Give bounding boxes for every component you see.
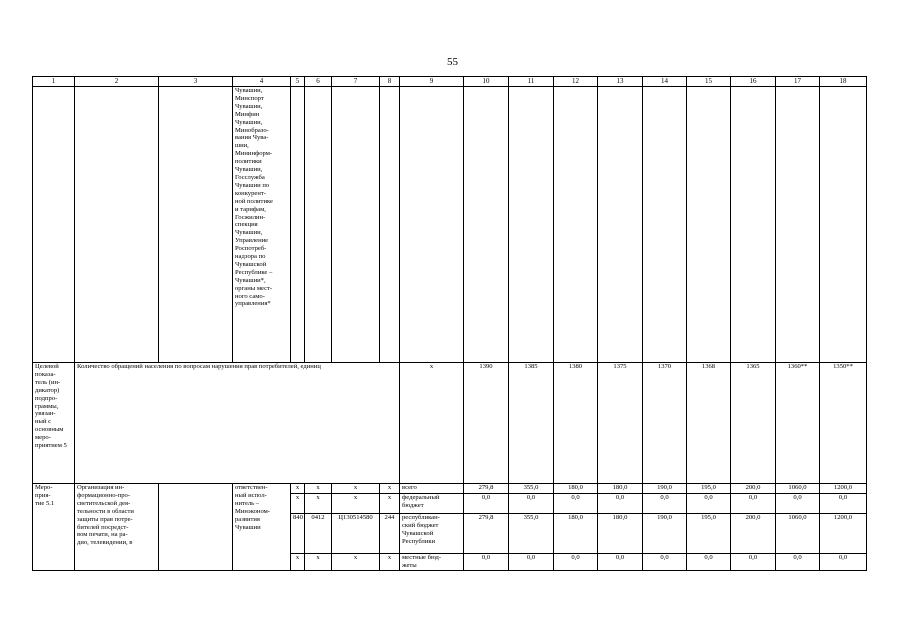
funding-value-18: 0,0 xyxy=(820,494,867,514)
event-name-cell xyxy=(75,484,159,571)
executor-line: ного само- xyxy=(235,292,265,300)
event-executor-line: ный испол- xyxy=(235,491,267,499)
column-number-10: 10 xyxy=(464,77,509,87)
indicator-value-12: 1380 xyxy=(554,363,598,484)
target-article-cell: х xyxy=(332,484,380,494)
section-cell: х xyxy=(305,554,332,571)
event-name-line: светительской дея- xyxy=(77,499,131,507)
executor-line: Чувашии, xyxy=(235,87,263,94)
funding-value-10: 0,0 xyxy=(464,494,509,514)
indicator-value-15: 1368 xyxy=(687,363,731,484)
indicator-label-line: граммы, xyxy=(35,402,59,410)
indicator-value-17: 1360** xyxy=(776,363,820,484)
funding-value-11: 355,0 xyxy=(509,514,554,554)
indicator-label-line: показа- xyxy=(35,370,56,378)
funding-value-16: 200,0 xyxy=(731,514,776,554)
executor-line: конкурент- xyxy=(235,189,266,197)
funding-source-line: всего xyxy=(402,484,417,491)
target-article-cell: Ц130514580 xyxy=(332,514,380,554)
funding-value-17: 1060,0 xyxy=(776,514,820,554)
funding-value-14: 190,0 xyxy=(643,514,687,554)
expense-type-cell: х xyxy=(380,554,400,571)
executor-line: Госжилин- xyxy=(235,213,266,221)
funding-value-14: 0,0 xyxy=(643,494,687,514)
funding-source-line: ский бюджет xyxy=(402,521,439,529)
indicator-label-line: дикатор) xyxy=(35,386,60,394)
funding-source-cell xyxy=(400,514,464,554)
executor-line: Минобразо- xyxy=(235,126,269,134)
column-number-2: 2 xyxy=(75,77,159,87)
funding-value-11: 0,0 xyxy=(509,494,554,514)
indicator-text-cell: Количество обращений населения по вопросам нарушения прав потребителей, единиц xyxy=(75,363,400,484)
program-table xyxy=(32,76,867,571)
funding-value-15: 0,0 xyxy=(687,494,731,514)
funding-value-17: 0,0 xyxy=(776,554,820,571)
target-article-cell: х xyxy=(332,554,380,571)
page-number: 55 xyxy=(447,56,458,68)
indicator-value-11: 1385 xyxy=(509,363,554,484)
event-name-line: формационно-про- xyxy=(77,491,131,499)
funding-value-10: 0,0 xyxy=(464,554,509,571)
funding-value-15: 195,0 xyxy=(687,484,731,494)
funding-value-13: 0,0 xyxy=(598,494,643,514)
indicator-label-line: меро- xyxy=(35,434,51,442)
indicator-label-line: подпро- xyxy=(35,394,58,402)
executor-line: вания Чува- xyxy=(235,134,269,142)
executor-line: Госслужба xyxy=(235,173,265,181)
column-number-9: 9 xyxy=(400,77,464,87)
funding-value-11: 0,0 xyxy=(509,554,554,571)
expense-type-cell: х xyxy=(380,494,400,514)
event-executor-line: Минэконом- xyxy=(235,507,270,515)
funding-source-line: федеральный xyxy=(402,494,440,501)
funding-value-14: 190,0 xyxy=(643,484,687,494)
event-executor-line: нитель – xyxy=(235,499,260,507)
indicator-label-line: тель (ин- xyxy=(35,378,61,386)
target-article-cell: х xyxy=(332,494,380,514)
event-executor-line: развития xyxy=(235,515,260,523)
event-label-cell xyxy=(33,484,75,571)
indicator-label-line: увязан- xyxy=(35,410,56,418)
funding-source-line: бюджет xyxy=(402,501,424,509)
executor-line: и тарифам, xyxy=(235,205,266,213)
column-number-17: 17 xyxy=(776,77,820,87)
column-number-12: 12 xyxy=(554,77,598,87)
event-col3-cell xyxy=(159,484,233,571)
indicator-label-line: основным xyxy=(35,426,64,434)
funding-value-17: 1060,0 xyxy=(776,484,820,494)
column-number-1: 1 xyxy=(33,77,75,87)
grbs-cell: х xyxy=(291,484,305,494)
column-number-13: 13 xyxy=(598,77,643,87)
executor-line: Чувашии по xyxy=(235,181,270,189)
event-subrow xyxy=(33,484,867,494)
funding-value-14: 0,0 xyxy=(643,554,687,571)
funding-value-13: 180,0 xyxy=(598,484,643,494)
indicator-row xyxy=(33,363,867,484)
column-number-14: 14 xyxy=(643,77,687,87)
event-executor-cell xyxy=(233,484,291,571)
grbs-cell: х xyxy=(291,554,305,571)
funding-value-10: 279,8 xyxy=(464,514,509,554)
funding-value-12: 0,0 xyxy=(554,554,598,571)
column-number-16: 16 xyxy=(731,77,776,87)
grbs-cell: 840 xyxy=(291,514,305,554)
funding-value-16: 0,0 xyxy=(731,554,776,571)
executor-line: Чувашии*, xyxy=(235,276,266,284)
funding-value-12: 0,0 xyxy=(554,494,598,514)
indicator-value-16: 1365 xyxy=(731,363,776,484)
funding-source-cell xyxy=(400,554,464,571)
event-executor-line: Чувашии xyxy=(235,523,261,531)
executor-line: Чувашии, xyxy=(235,102,263,110)
executor-line: Минспорт xyxy=(235,94,264,102)
funding-source-line: республикан- xyxy=(402,514,440,521)
executor-line: политики xyxy=(235,158,262,166)
funding-value-18: 1200,0 xyxy=(820,514,867,554)
event-label-line: прия- xyxy=(35,491,51,499)
executors-cell xyxy=(233,87,291,363)
indicator-label-cell xyxy=(33,363,75,484)
executor-line: Чувашии, xyxy=(235,166,263,174)
indicator-label-line: приятием 5 xyxy=(35,442,67,450)
funding-source-line: Чувашской xyxy=(402,529,434,537)
event-name-line: защиты прав потре- xyxy=(77,515,133,523)
executor-line: органы мест- xyxy=(235,284,273,292)
continuation-row xyxy=(33,87,867,363)
executor-line: Минфин xyxy=(235,110,260,118)
event-executor-line: ответствен- xyxy=(235,484,268,491)
funding-value-17: 0,0 xyxy=(776,494,820,514)
executor-line: ной политике xyxy=(235,197,273,205)
section-cell: 0412 xyxy=(305,514,332,554)
executor-line: шии, xyxy=(235,142,249,150)
funding-value-12: 180,0 xyxy=(554,484,598,494)
executor-line: Республике – xyxy=(235,268,273,276)
funding-value-18: 1200,0 xyxy=(820,484,867,494)
executor-line: Чувашии, xyxy=(235,118,263,126)
event-name-line: Организация ин- xyxy=(77,484,125,491)
executor-line: Мининформ- xyxy=(235,150,273,158)
column-number-18: 18 xyxy=(820,77,867,87)
section-cell: х xyxy=(305,484,332,494)
indicator-label-line: ный с xyxy=(35,418,52,426)
column-number-11: 11 xyxy=(509,77,554,87)
section-cell: х xyxy=(305,494,332,514)
event-name-line: тельности в области xyxy=(77,507,134,515)
executor-line: Чувашской xyxy=(235,260,267,268)
column-number-row xyxy=(33,77,867,87)
event-label-line: тие 5.1 xyxy=(35,499,55,507)
column-number-5: 5 xyxy=(291,77,305,87)
executor-line: Роспотреб- xyxy=(235,245,267,253)
funding-source-line: Республики xyxy=(402,537,436,545)
column-number-6: 6 xyxy=(305,77,332,87)
funding-value-15: 0,0 xyxy=(687,554,731,571)
funding-value-12: 180,0 xyxy=(554,514,598,554)
funding-value-16: 0,0 xyxy=(731,494,776,514)
expense-type-cell: х xyxy=(380,484,400,494)
event-name-line: вом печати, на ра- xyxy=(77,531,128,539)
executor-line: Управление xyxy=(235,237,269,245)
grbs-cell: х xyxy=(291,494,305,514)
funding-source-line: жеты xyxy=(402,561,417,569)
column-number-7: 7 xyxy=(332,77,380,87)
column-number-4: 4 xyxy=(233,77,291,87)
funding-value-13: 180,0 xyxy=(598,514,643,554)
executor-line: спекция xyxy=(235,221,258,229)
funding-value-13: 0,0 xyxy=(598,554,643,571)
event-label-line: Меро- xyxy=(35,484,53,491)
executor-line: надзора по xyxy=(235,253,266,261)
funding-value-11: 355,0 xyxy=(509,484,554,494)
funding-source-line: местные бюд- xyxy=(402,554,442,561)
funding-source-cell xyxy=(400,484,464,494)
funding-value-18: 0,0 xyxy=(820,554,867,571)
indicator-value-10: 1390 xyxy=(464,363,509,484)
event-name-line: дио, телевидении, в xyxy=(77,539,133,547)
indicator-value-14: 1370 xyxy=(643,363,687,484)
expense-type-cell: 244 xyxy=(380,514,400,554)
indicator-label-line: Целевой xyxy=(35,363,59,370)
funding-value-10: 279,8 xyxy=(464,484,509,494)
indicator-col9-cell: х xyxy=(400,363,464,484)
table-body xyxy=(33,77,867,571)
indicator-value-13: 1375 xyxy=(598,363,643,484)
funding-source-cell xyxy=(400,494,464,514)
column-number-8: 8 xyxy=(380,77,400,87)
column-number-15: 15 xyxy=(687,77,731,87)
funding-value-15: 195,0 xyxy=(687,514,731,554)
executor-line: управления* xyxy=(235,300,271,308)
funding-value-16: 200,0 xyxy=(731,484,776,494)
indicator-value-18: 1350** xyxy=(820,363,867,484)
executor-line: Чувашии, xyxy=(235,229,263,237)
column-number-3: 3 xyxy=(159,77,233,87)
event-name-line: бителей посредст- xyxy=(77,523,129,531)
